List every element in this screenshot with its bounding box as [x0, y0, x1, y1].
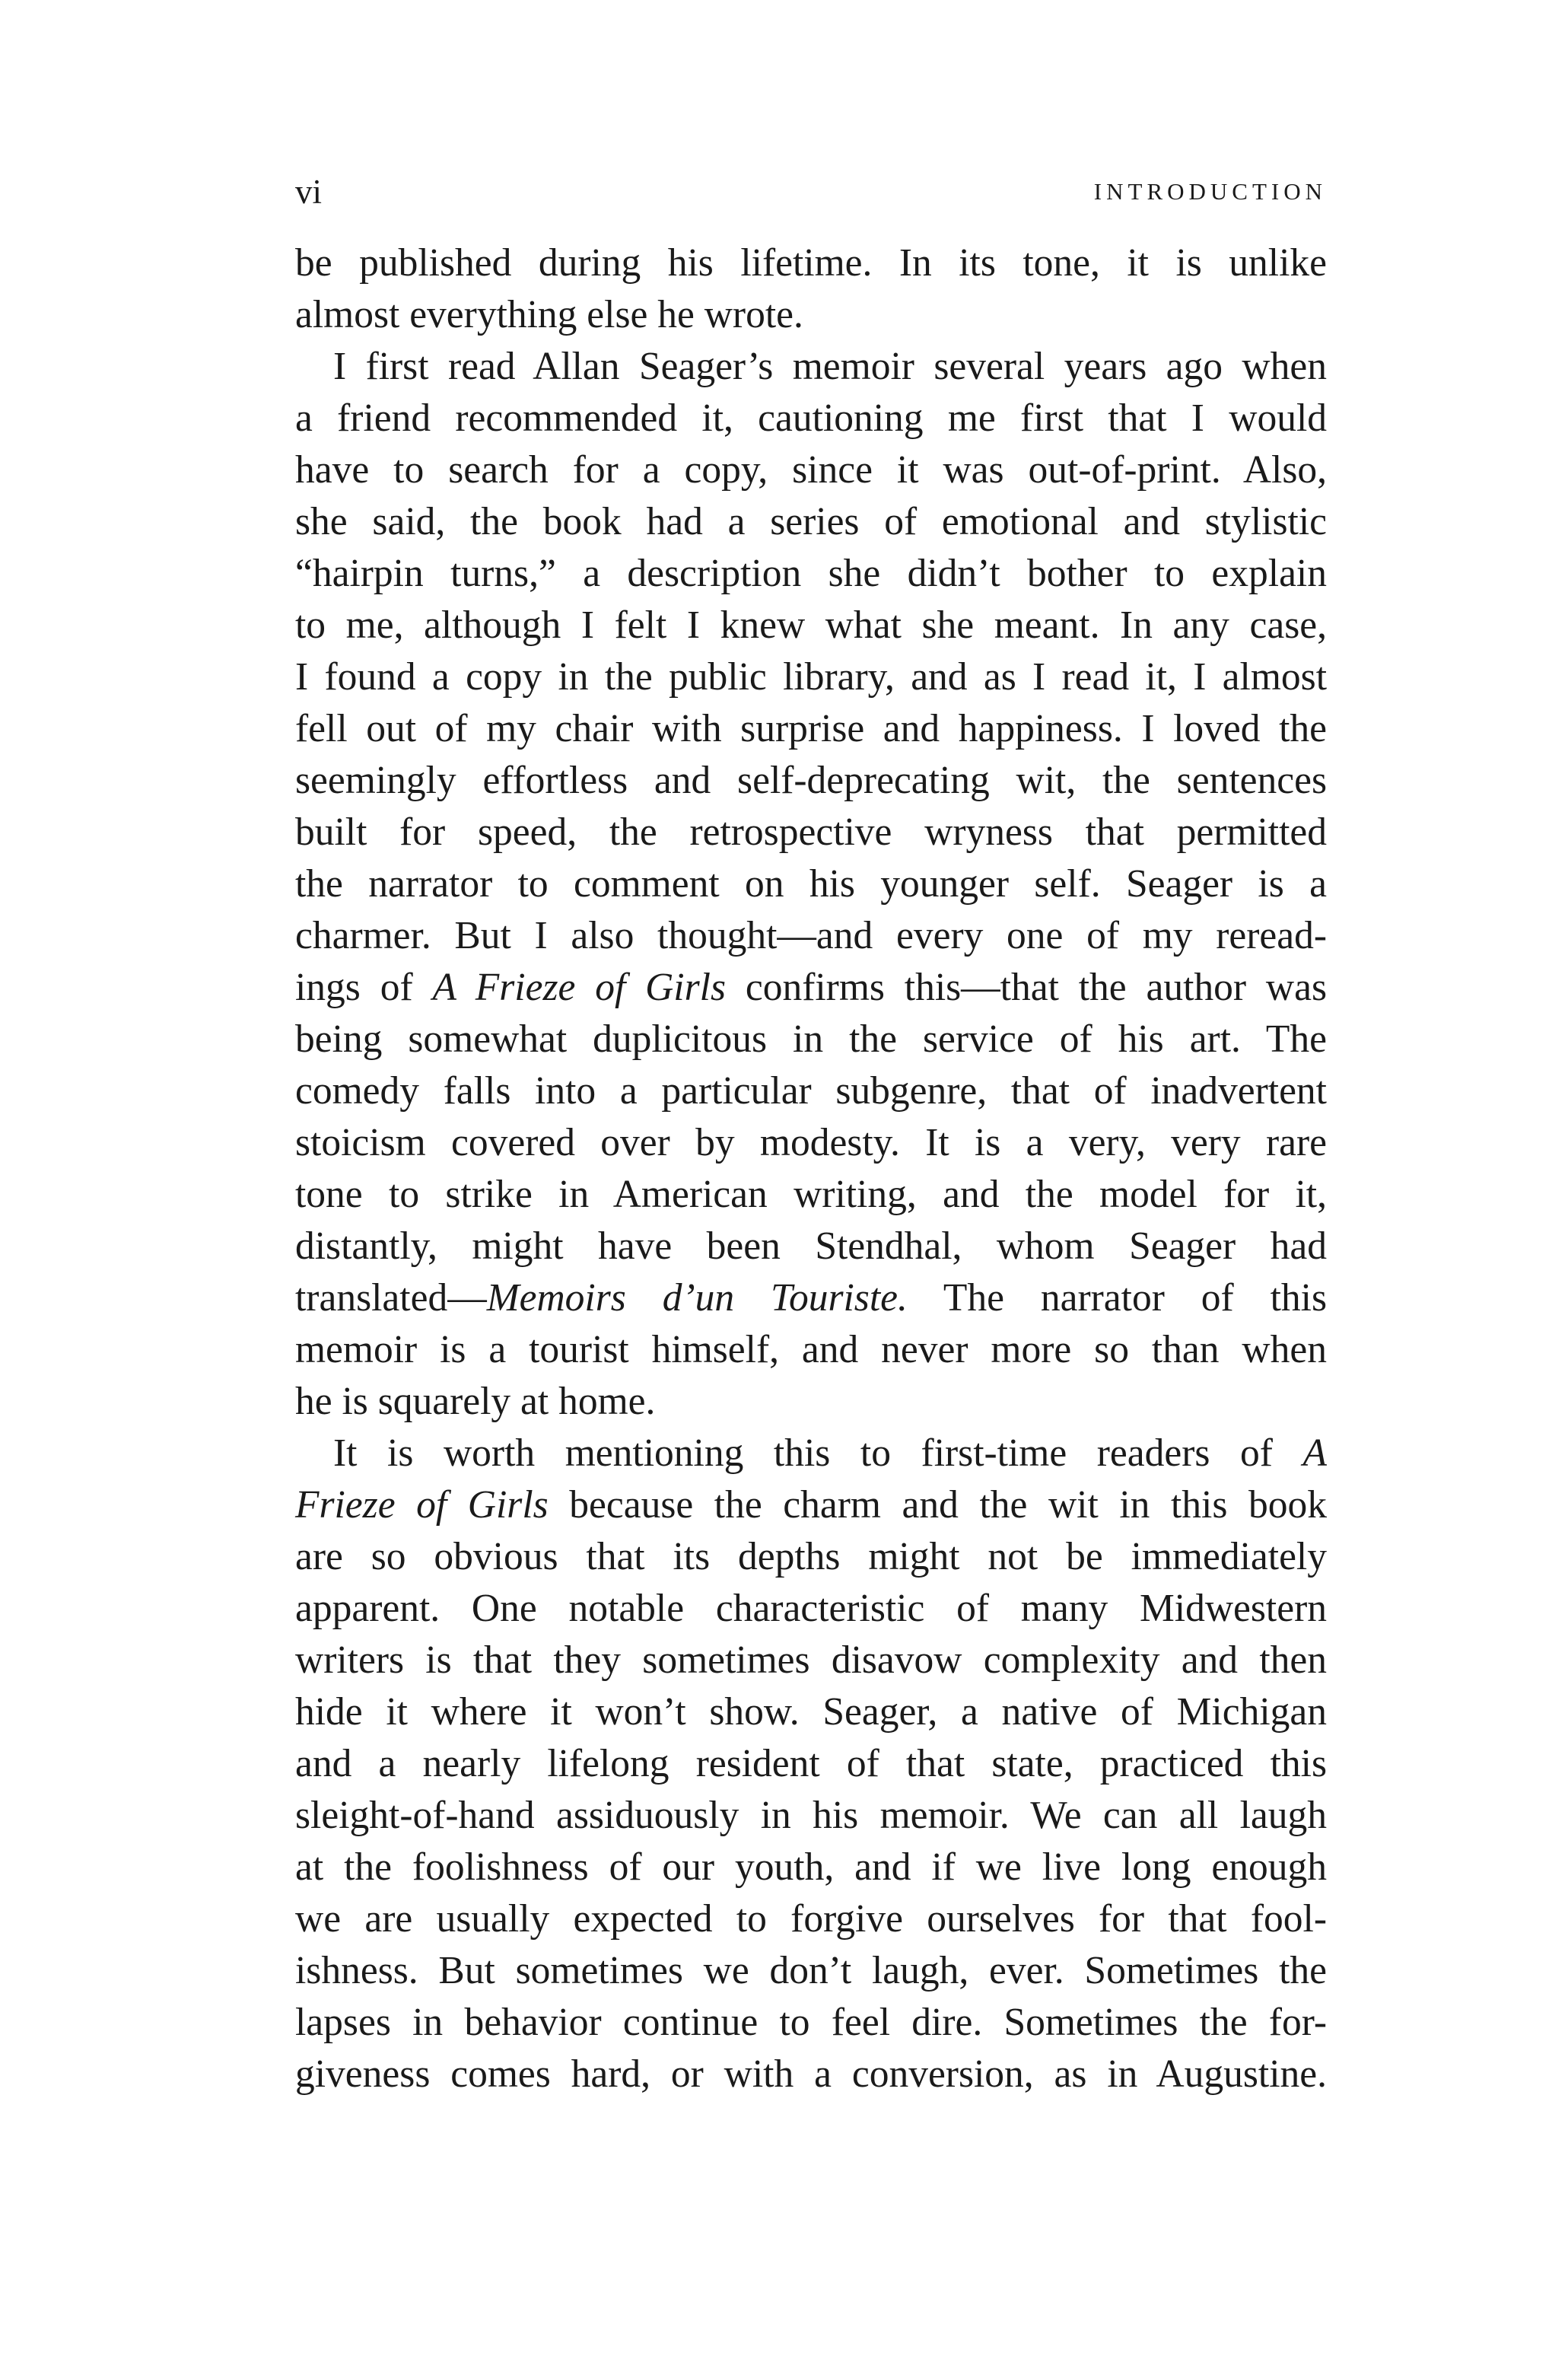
page-header [295, 169, 1327, 215]
book-title: A Frieze of Girls [432, 966, 727, 1009]
text-line: to me, although I felt I knew what she meant. In any case, [295, 603, 1327, 647]
paragraph [295, 237, 1327, 341]
text-line: have to search for a copy, since it was out-of-print. Also, [295, 448, 1327, 492]
text-line: lapses in behavior continue to feel dire. Sometimes the for- [295, 2001, 1327, 2044]
text-line: writers is that they sometimes disavow complexity and then [295, 1638, 1327, 1682]
text-line: are so obvious that its depths might not be immediately [295, 1535, 1327, 1578]
text-line: “hairpin turns,” a description she didn’t bother to explain [295, 552, 1327, 595]
book-title: Memoirs d’un Touriste. [486, 1276, 908, 1320]
text-line: giveness comes hard, or with a conversion, as in Augustine. [295, 2052, 1327, 2096]
book-title: Frieze of Girls [295, 1483, 549, 1527]
text-line [295, 1428, 1327, 1479]
text-line: apparent. One notable characteristic of many Midwestern [295, 1587, 1327, 1630]
book-title: A [1302, 1431, 1327, 1475]
text-line: a friend recommended it, cautioning me first that I would [295, 396, 1327, 440]
text-line: I first read Allan Seager’s memoir several years ago when [333, 345, 1327, 388]
text-line: being somewhat duplicitous in the service of his art. The [295, 1017, 1327, 1061]
text-run: confirms this—that the author was [726, 966, 1328, 1009]
text-line: we are usually expected to forgive ourselves for that fool- [295, 1897, 1327, 1941]
text-line: hide it where it won’t show. Seager, a native of Michigan [295, 1690, 1327, 1734]
text-run: translated— [295, 1276, 487, 1320]
text-line: sleight-of-hand assiduously in his memoir. We can all laugh [295, 1794, 1327, 1837]
text-line: memoir is a tourist himself, and never more so than when [295, 1328, 1327, 1371]
page-number: vi [295, 173, 323, 211]
paragraph [295, 341, 1327, 1428]
text-run: ings of [295, 966, 433, 1009]
text-line: seemingly effortless and self-deprecating wit, the sentences [295, 759, 1327, 802]
text-line: stoicism covered over by modesty. It is a very, very rare [295, 1121, 1327, 1164]
text-line: he is squarely at home. [295, 1380, 656, 1423]
running-head: INTRODUCTION [1093, 178, 1327, 205]
text-line: almost everything else he wrote. [295, 293, 803, 336]
text-line: ishness. But sometimes we don’t laugh, ever. Sometimes the [295, 1949, 1327, 1992]
text-line: be published during his lifetime. In its tone, it is unlike [295, 241, 1327, 285]
text-line: the narrator to comment on his younger self. Seager is a [295, 862, 1327, 906]
text-line: fell out of my chair with surprise and happiness. I loved the [295, 707, 1327, 750]
text-line [295, 962, 1327, 1014]
text-line: she said, the book had a series of emotional and stylistic [295, 500, 1327, 543]
text-line: and a nearly lifelong resident of that state, practiced this [295, 1742, 1327, 1785]
text-line: I found a copy in the public library, and as I read it, I almost [295, 655, 1327, 699]
paragraph [295, 1428, 1327, 2100]
text-line: charmer. But I also thought—and every one of my reread- [295, 914, 1327, 957]
text-line: distantly, might have been Stendhal, whom Seager had [295, 1224, 1327, 1268]
text-run: because the charm and the wit in this book [548, 1483, 1327, 1527]
text-line: built for speed, the retrospective wryness that permitted [295, 810, 1327, 854]
text-line: tone to strike in American writing, and the model for it, [295, 1173, 1327, 1216]
text-line [295, 1272, 1327, 1324]
body-text [295, 237, 1327, 2100]
text-line [295, 1479, 1327, 1531]
text-run: The narrator of this [907, 1276, 1327, 1320]
text-run: It is worth mentioning this to first-time readers of [333, 1431, 1303, 1475]
text-line: comedy falls into a particular subgenre, that of inadvertent [295, 1069, 1327, 1113]
text-line: at the foolishness of our youth, and if we live long enough [295, 1845, 1327, 1889]
